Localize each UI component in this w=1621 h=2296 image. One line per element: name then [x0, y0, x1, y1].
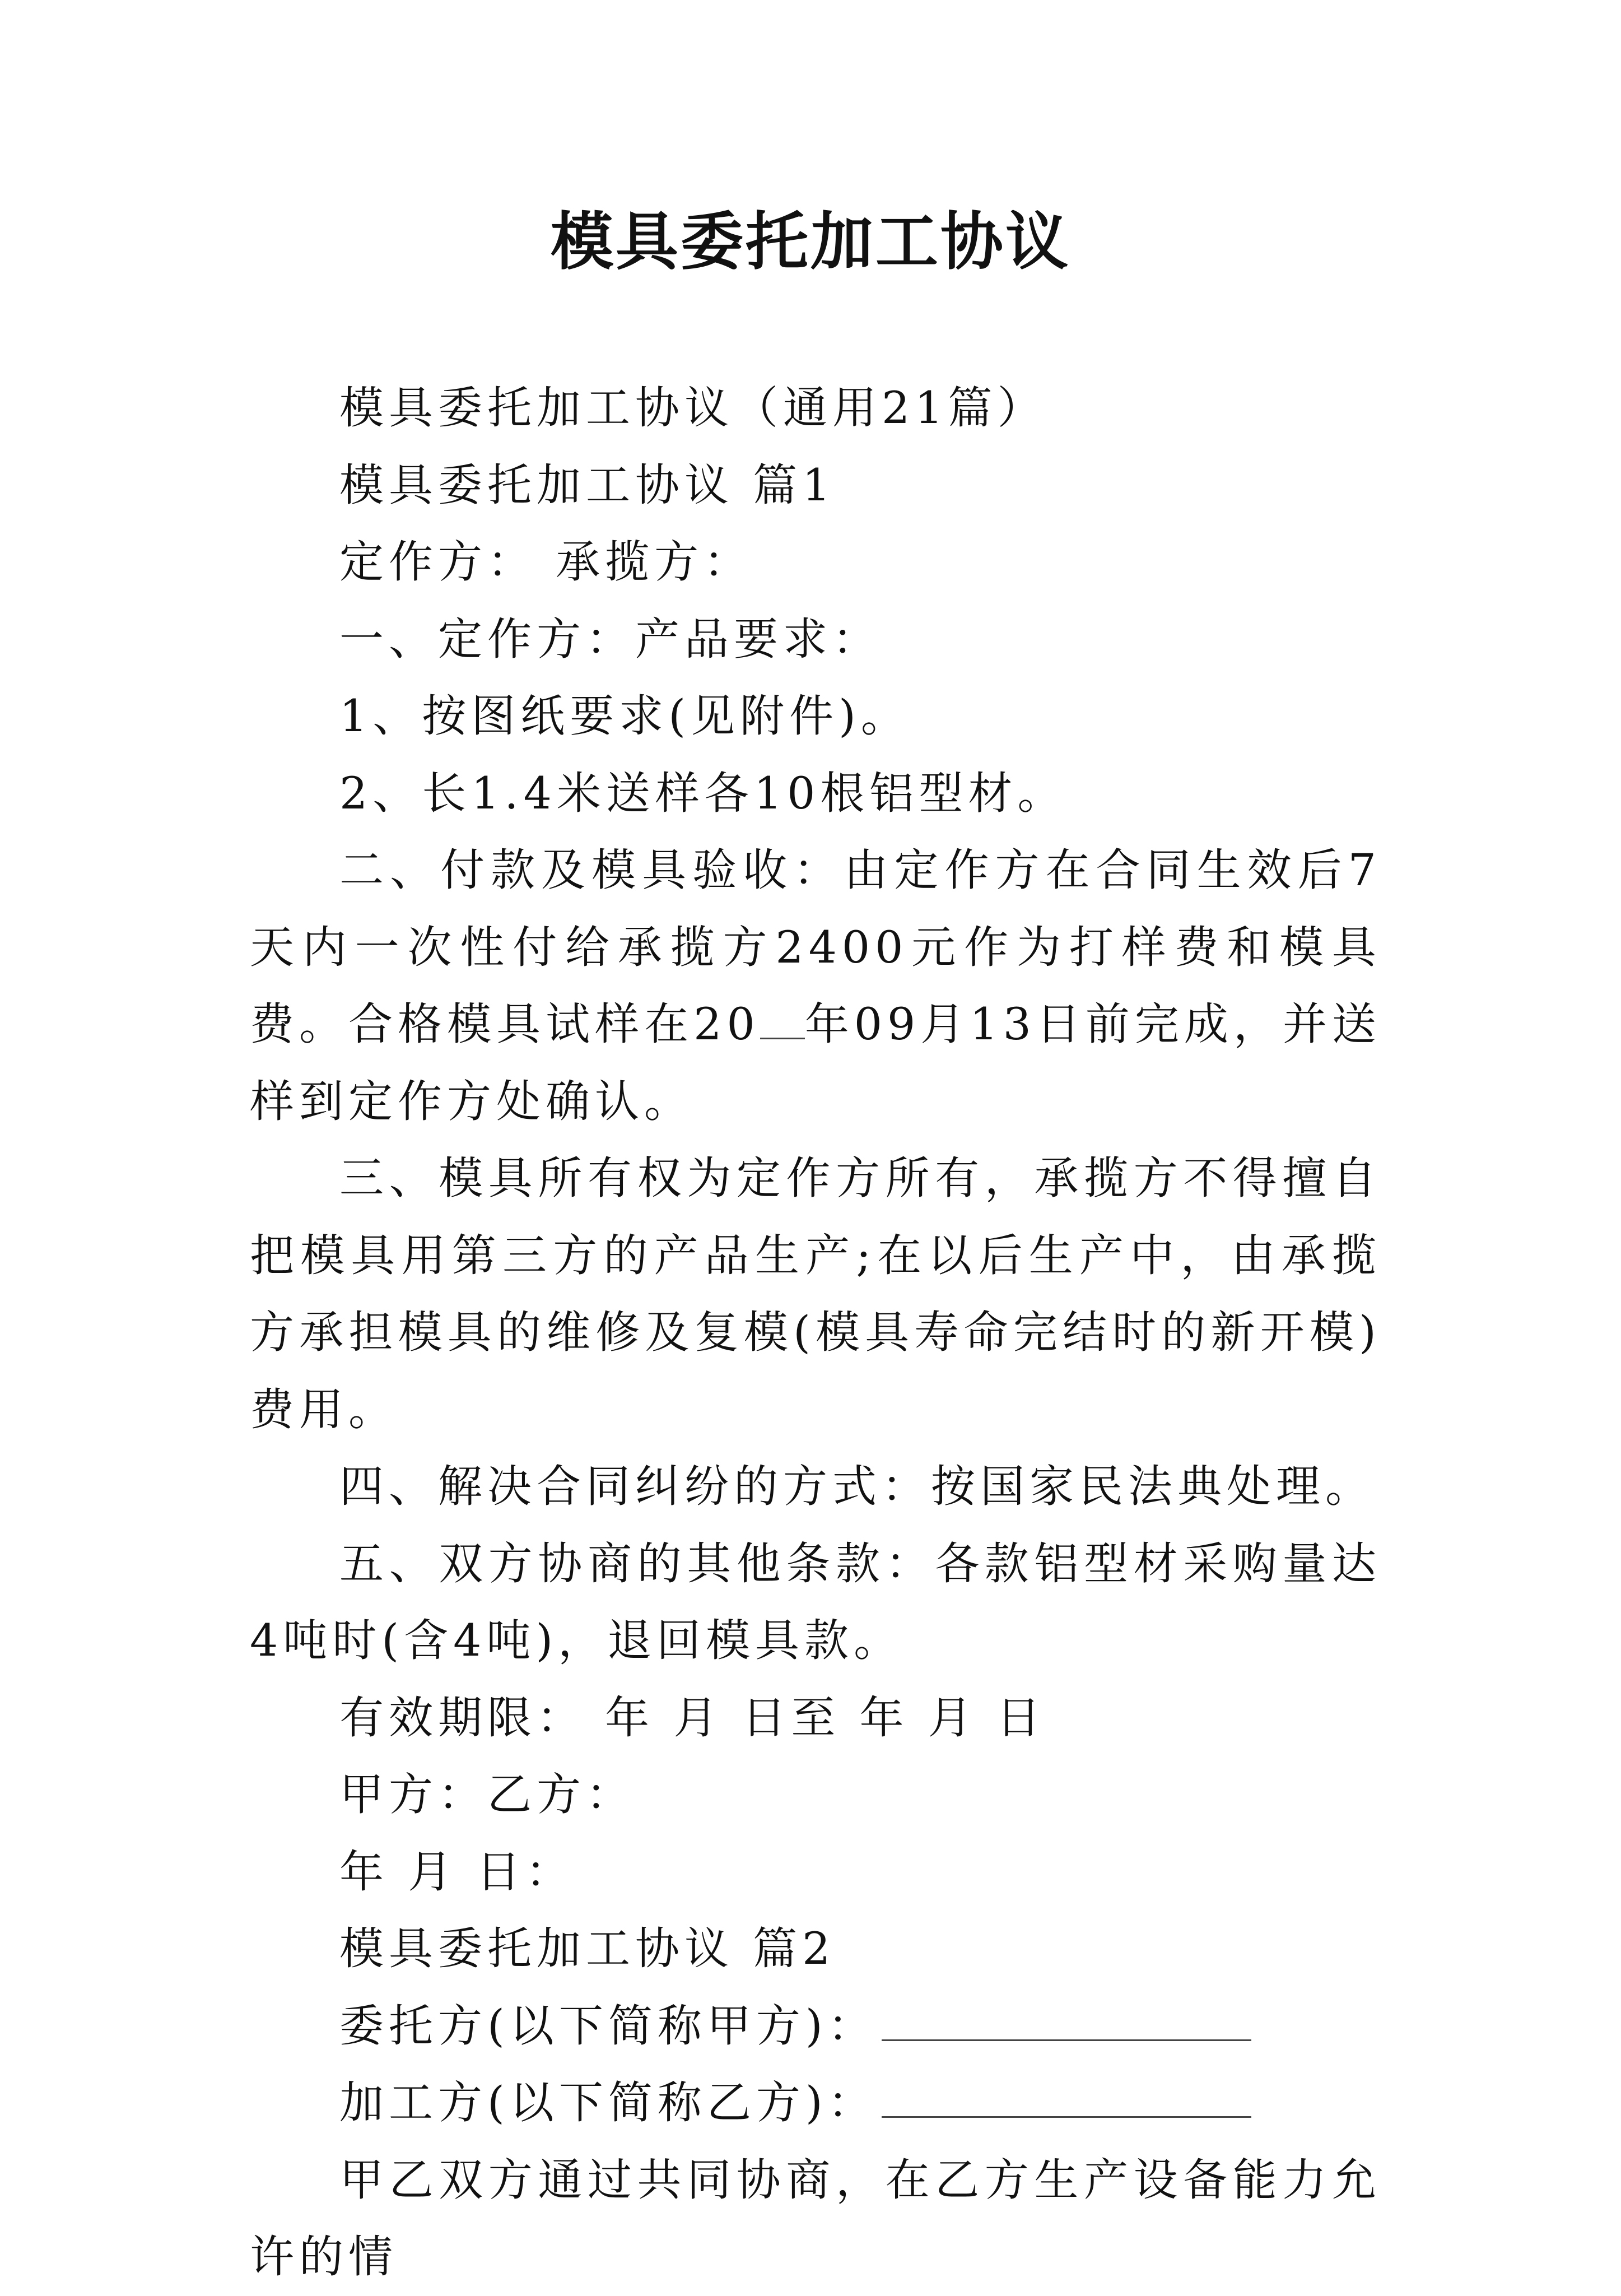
paragraph-part1-heading: 模具委托加工协议 篇1 — [339, 459, 836, 511]
paragraph-collection-title: 模具委托加工协议（通用21篇） — [339, 382, 1047, 434]
section-2-text-b: 年09月13日前完成，并送样到定作方处确认。 — [250, 998, 1381, 1127]
paragraph-item-1: 1、按图纸要求(见附件)。 — [339, 690, 910, 742]
paragraph-signatures: 甲方：乙方： — [339, 1769, 635, 1820]
year-blank-line — [760, 1037, 805, 1039]
party-b-label: 加工方(以下简称乙方)： — [339, 2077, 877, 2128]
paragraph-party-b — [250, 2065, 1381, 2142]
paragraph-item-2: 2、长1.4米送样各10根铝型材。 — [339, 767, 1067, 819]
paragraph-validity-period: 有效期限： 年 月 日至 年 月 日 — [339, 1691, 1046, 1744]
paragraph-part2-heading: 模具委托加工协议 篇2 — [339, 1923, 836, 1974]
paragraph-section-4: 四、解决合同纠纷的方式：按国家民法典处理。 — [339, 1461, 1375, 1512]
paragraph-section-3: 三、模具所有权为定作方所有，承揽方不得擅自把模具用第三方的产品生产;在以后生产中，由承揽方承担模具的维修及复模(模具寿命完结时的新开模)费用。 — [250, 1152, 1381, 1435]
party-b-fill-line — [882, 2116, 1251, 2118]
paragraph-section-2 — [250, 832, 1381, 1140]
document-title: 模具委托加工协议 — [551, 205, 1070, 278]
section-2-text-a: 二、付款及模具验收：由定作方在合同生效后7天内一次性付给承揽方2400元作为打样费和模具费。合格模具试样在20 — [250, 844, 1381, 1050]
paragraph-sign-date: 年 月 日： — [339, 1846, 575, 1898]
party-a-fill-line — [882, 2039, 1251, 2041]
paragraph-parties: 定作方： 承揽方： — [339, 536, 753, 588]
paragraph-section-1: 一、定作方：产品要求： — [339, 613, 882, 665]
paragraph-section-5: 五、双方协商的其他条款：各款铝型材采购量达4吨时(含4吨)，退回模具款。 — [250, 1537, 1381, 1666]
paragraph-party-a — [250, 1988, 1381, 2065]
paragraph-part2-intro: 甲乙双方通过共同协商，在乙方生产设备能力允许的情 — [250, 2154, 1381, 2283]
party-a-label: 委托方(以下简称甲方)： — [339, 2000, 877, 2052]
document-body — [250, 370, 1381, 2296]
